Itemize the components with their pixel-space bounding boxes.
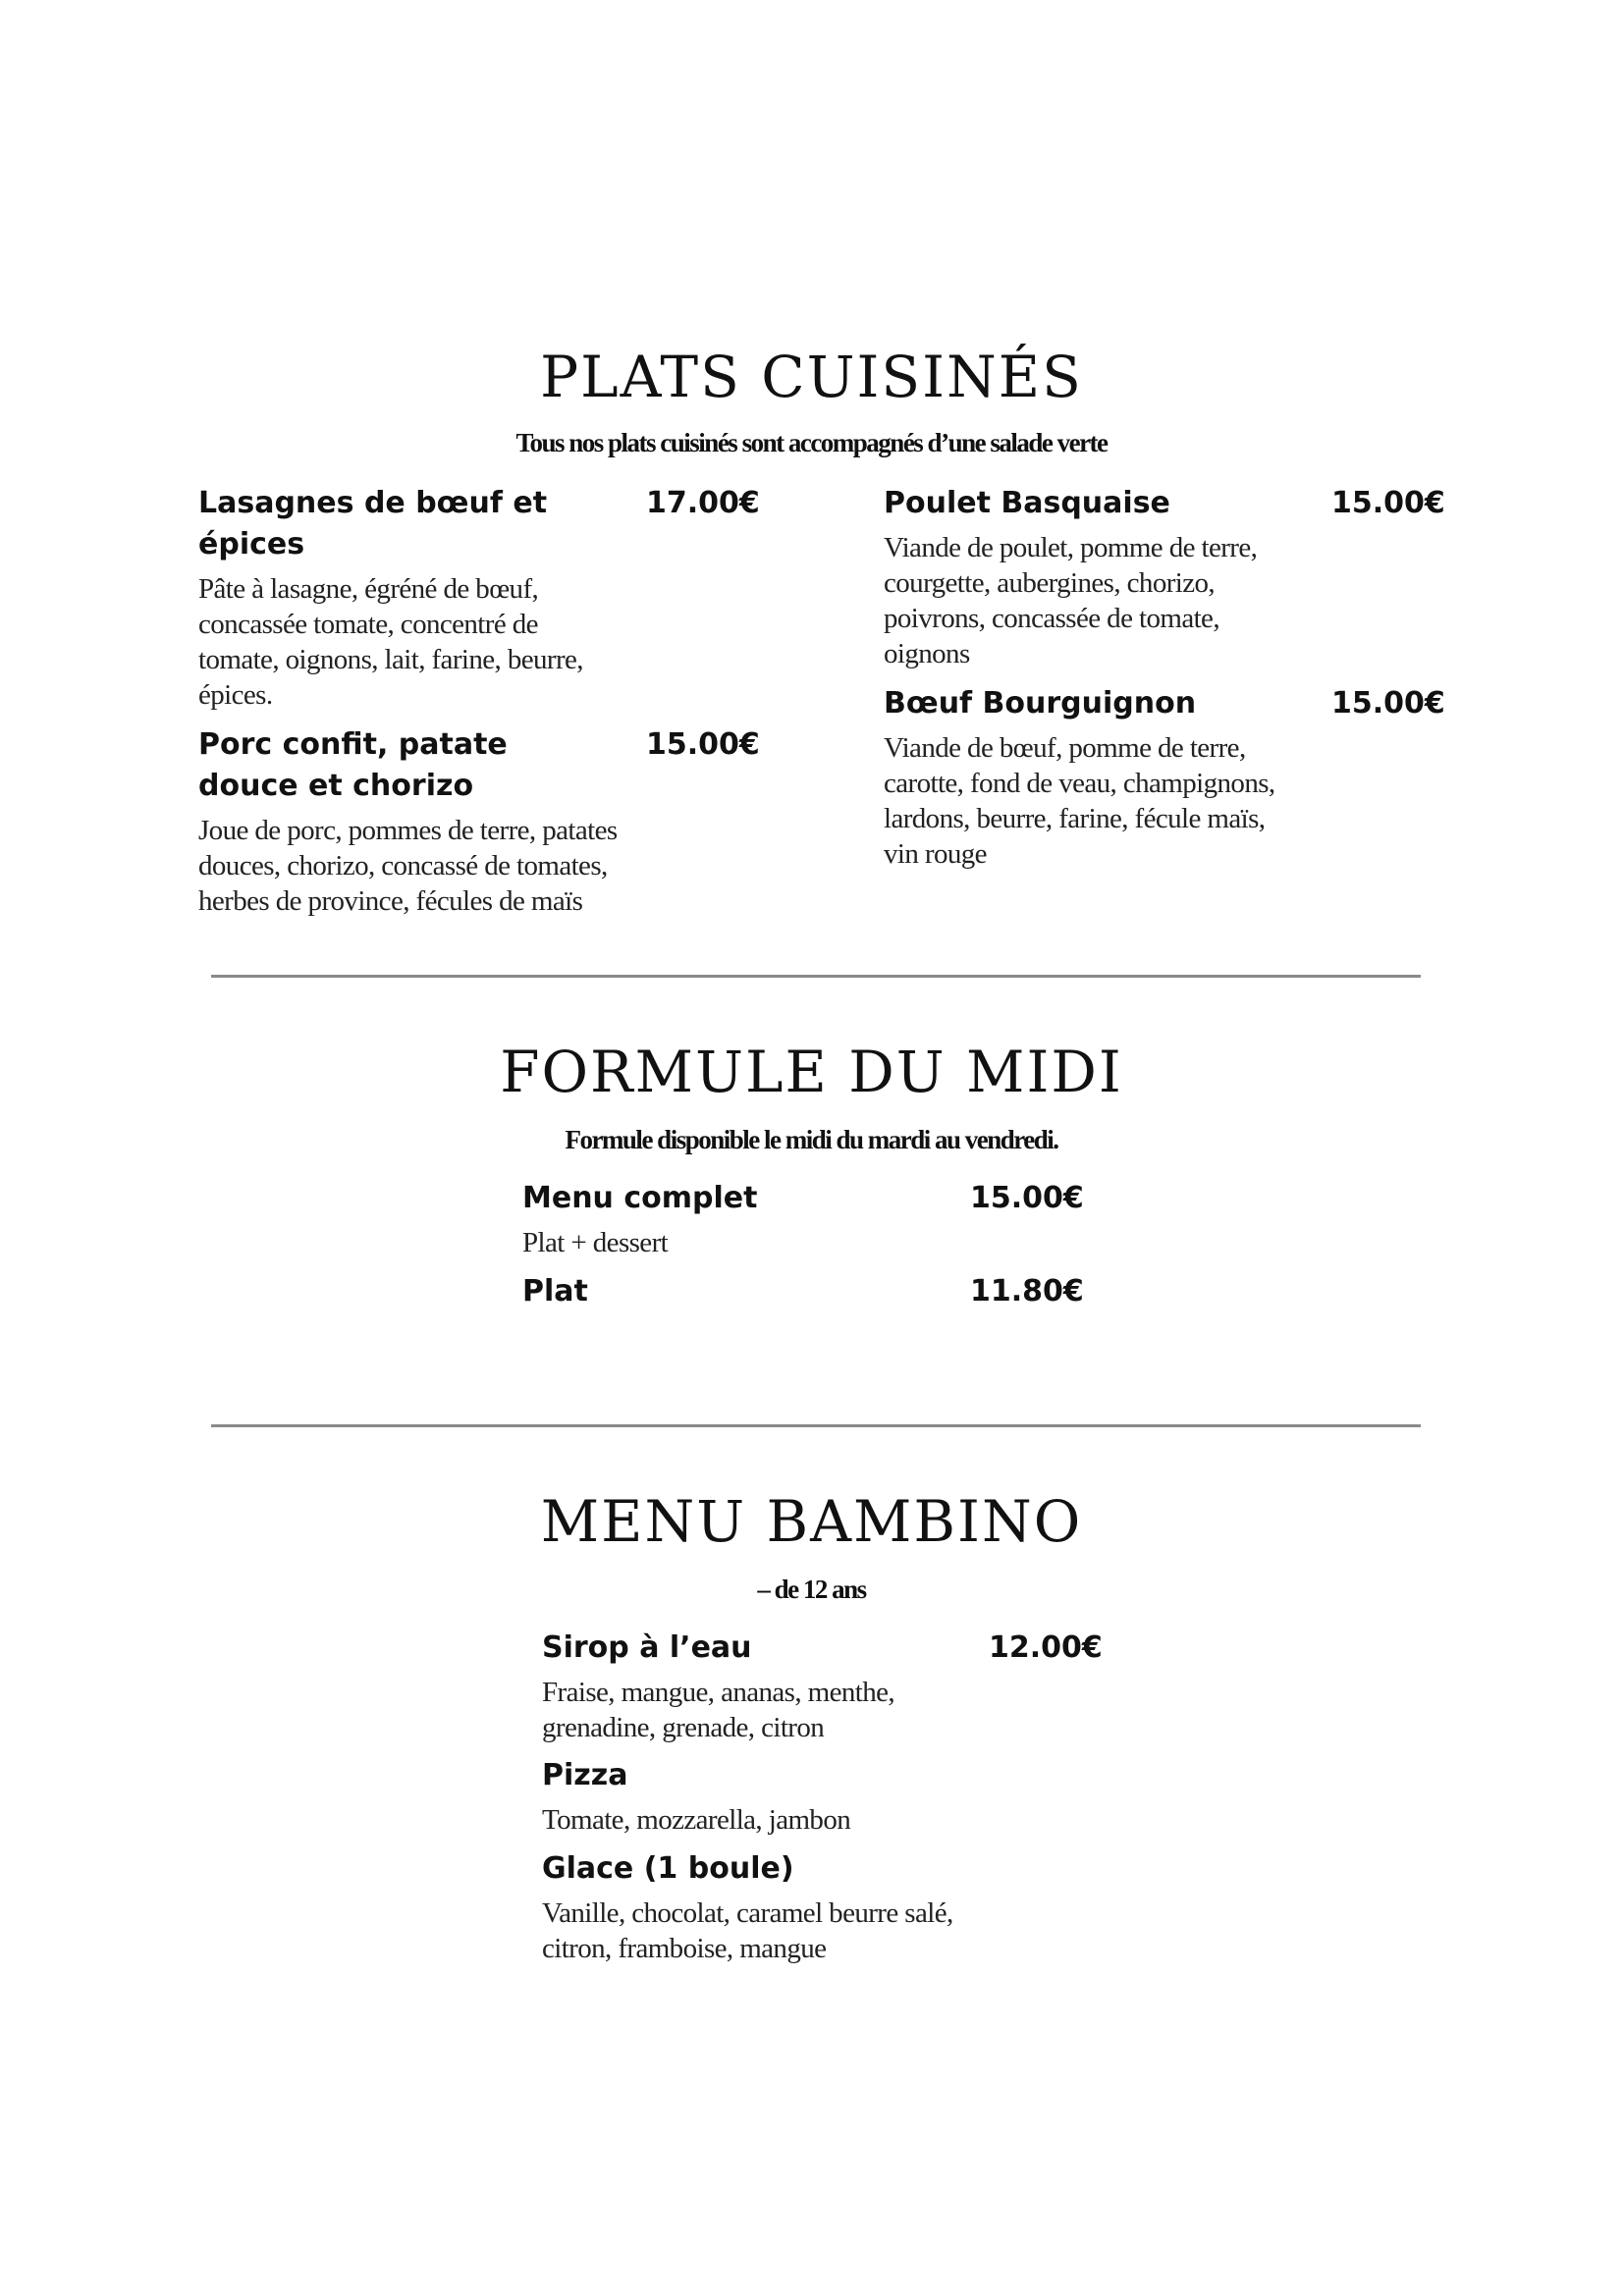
plats-cuisines-subtitle: Tous nos plats cuisinés sont accompagnés d’une salade verte <box>515 428 1108 457</box>
item-name: Sirop à l’eau <box>542 1630 752 1665</box>
menu-item-boeuf-bourguignon <box>884 683 1445 872</box>
item-price: 12.00€ <box>989 1630 1103 1665</box>
section-divider <box>211 1424 1421 1427</box>
menu-bambino-subtitle: – de 12 ans <box>757 1575 866 1604</box>
item-price: 15.00€ <box>970 1181 1084 1215</box>
item-description: Viande de poulet, pomme de terre, courgette, aubergines, chorizo, poivrons, concassée de tomate, oignons <box>884 532 1258 669</box>
item-name: Plat <box>522 1274 588 1308</box>
menu-item-pizza <box>542 1755 1092 1838</box>
item-name: Poulet Basquaise <box>884 486 1170 520</box>
item-name: Glace (1 boule) <box>542 1851 794 1886</box>
menu-item-porc-confit <box>198 724 760 919</box>
item-name: Pizza <box>542 1758 628 1792</box>
item-description: Joue de porc, pommes de terre, patates douces, chorizo, concassé de tomates, herbes de province, fécules de maïs <box>198 815 618 917</box>
menu-item-plat <box>522 1271 1084 1312</box>
section-divider <box>211 975 1421 978</box>
menu-item-poulet-basquaise <box>884 483 1445 671</box>
plats-cuisines-title: PLATS CUISINÉS <box>540 344 1083 410</box>
menu-item-menu-complet <box>522 1178 1084 1260</box>
menu-item-sirop <box>542 1628 1103 1745</box>
menu-item-lasagnes <box>198 483 760 713</box>
item-description: Vanille, chocolat, caramel beurre salé, citron, framboise, mangue <box>542 1897 953 1964</box>
menu-bambino-title: MENU BAMBINO <box>540 1488 1083 1555</box>
formule-du-midi-title: FORMULE DU MIDI <box>500 1039 1123 1105</box>
item-description: Fraise, mangue, ananas, menthe, grenadine, grenade, citron <box>542 1677 895 1743</box>
item-price: 17.00€ <box>646 486 760 520</box>
item-description: Tomate, mozzarella, jambon <box>542 1804 851 1836</box>
item-name: Menu complet <box>522 1181 758 1215</box>
item-price: 15.00€ <box>1331 686 1445 721</box>
item-description: Viande de bœuf, pomme de terre, carotte, fond de veau, champignons, lardons, beurre, farine, fécule maïs, vin rouge <box>884 732 1275 870</box>
item-description: Pâte à lasagne, égréné de bœuf, concassée tomate, concentré de tomate, oignons, lait, farine, beurre, épices. <box>198 573 583 711</box>
item-name: Bœuf Bourguignon <box>884 686 1197 721</box>
item-price: 15.00€ <box>646 727 760 762</box>
item-price: 11.80€ <box>970 1274 1084 1308</box>
item-description: Plat + dessert <box>522 1227 669 1258</box>
item-name: Porc confit, patate douce et chorizo <box>198 727 508 803</box>
menu-item-glace <box>542 1848 1092 1966</box>
item-price: 15.00€ <box>1331 486 1445 520</box>
formule-du-midi-subtitle: Formule disponible le midi du mardi au vendredi. <box>565 1125 1058 1154</box>
item-name: Lasagnes de bœuf et épices <box>198 486 548 561</box>
